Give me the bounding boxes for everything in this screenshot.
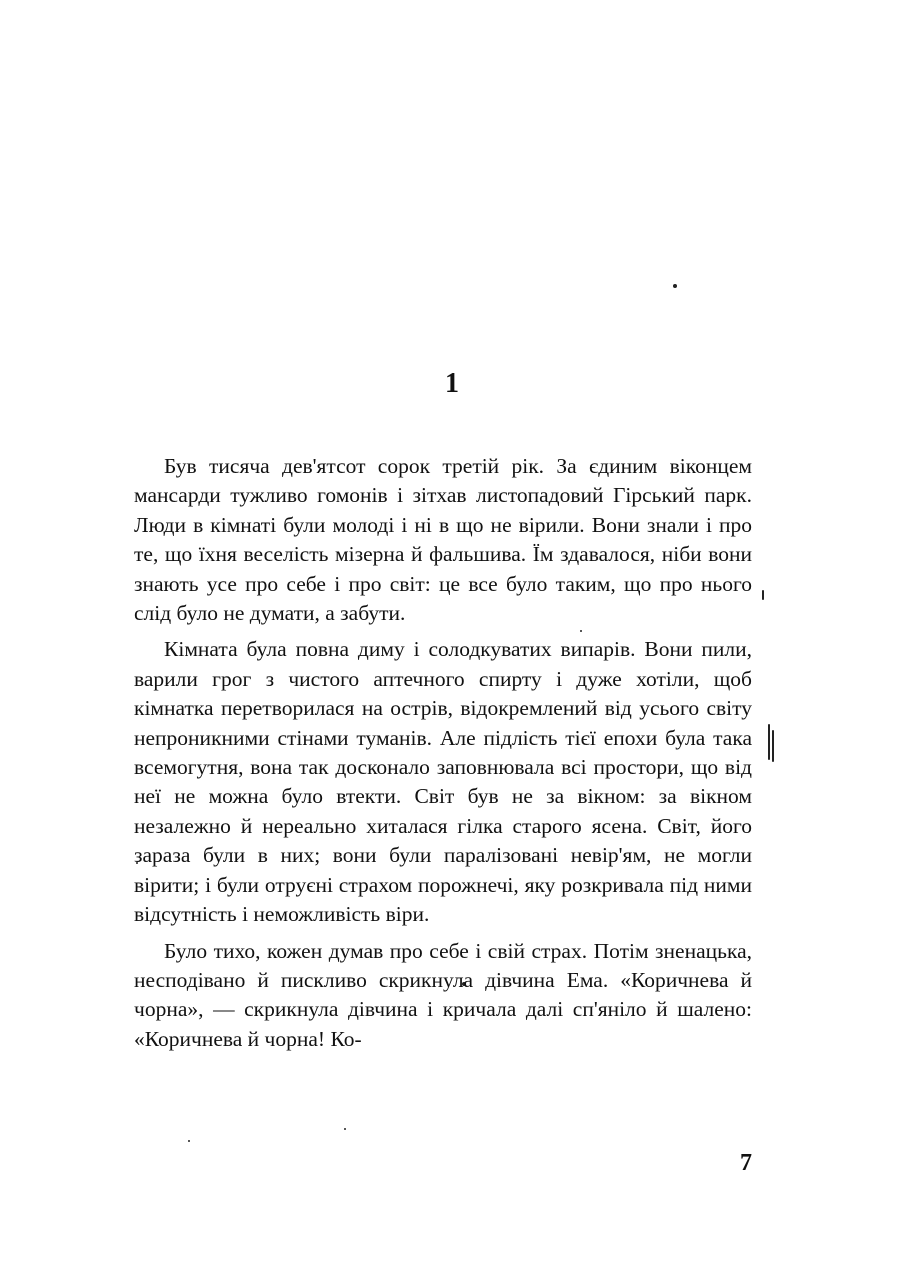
paragraph-1: Був тисяча дев'ятсот сорок третій рік. За єдиним віконцем мансарди тужливо гомонів і зітхав листопадовий Гірський парк. Люди в кімнаті були молоді і ні в що не вірили. Вони знали і про те, що їхня веселість мізерна й фальшива. Їм здавалося, ніби вони знають усе про себе і про світ: це все було таким, що про нього слід було не думати, а забути. [134, 454, 752, 626]
paragraph-3: Було тихо, кожен думав про себе і свій страх. Потім зненацька, несподівано й пискливо скрикнула дівчина Ема. «Коричнева й чорна», — скрикнула дівчина і кричала далі сп'яніло й шалено: «Коричнева й чорна! Ко- [134, 938, 752, 1051]
print-speck [344, 1128, 346, 1130]
chapter-number: 1 [445, 368, 459, 399]
page-number: 7 [740, 1150, 752, 1176]
print-speck [772, 730, 774, 762]
print-speck [673, 284, 677, 288]
print-speck [762, 590, 764, 600]
chapter-text [134, 452, 752, 1061]
paragraph-2: Кімната була повна диму і солодкуватих випарів. Вони пили, варили грог з чистого аптечного спирту і дуже хотіли, щоб кімнатка перетворилася на острів, відокремлений від усього світу непроникними стінами туманів. Але підлість тієї епохи була така всемогутня, вона так досконало заповнювала всі простори, що від неї не можна було втекти. Світ був не за вікном: за вікном незалежно й нереально хиталася гілка старого ясена. Світ, його зараза були в них; вони були паралізовані невір'ям, не могли вірити; і були отруєні страхом порожнечі, яку розкривала під ними відсутність і неможливість віри. [134, 637, 752, 927]
print-speck [768, 724, 770, 760]
print-speck [188, 1140, 190, 1142]
